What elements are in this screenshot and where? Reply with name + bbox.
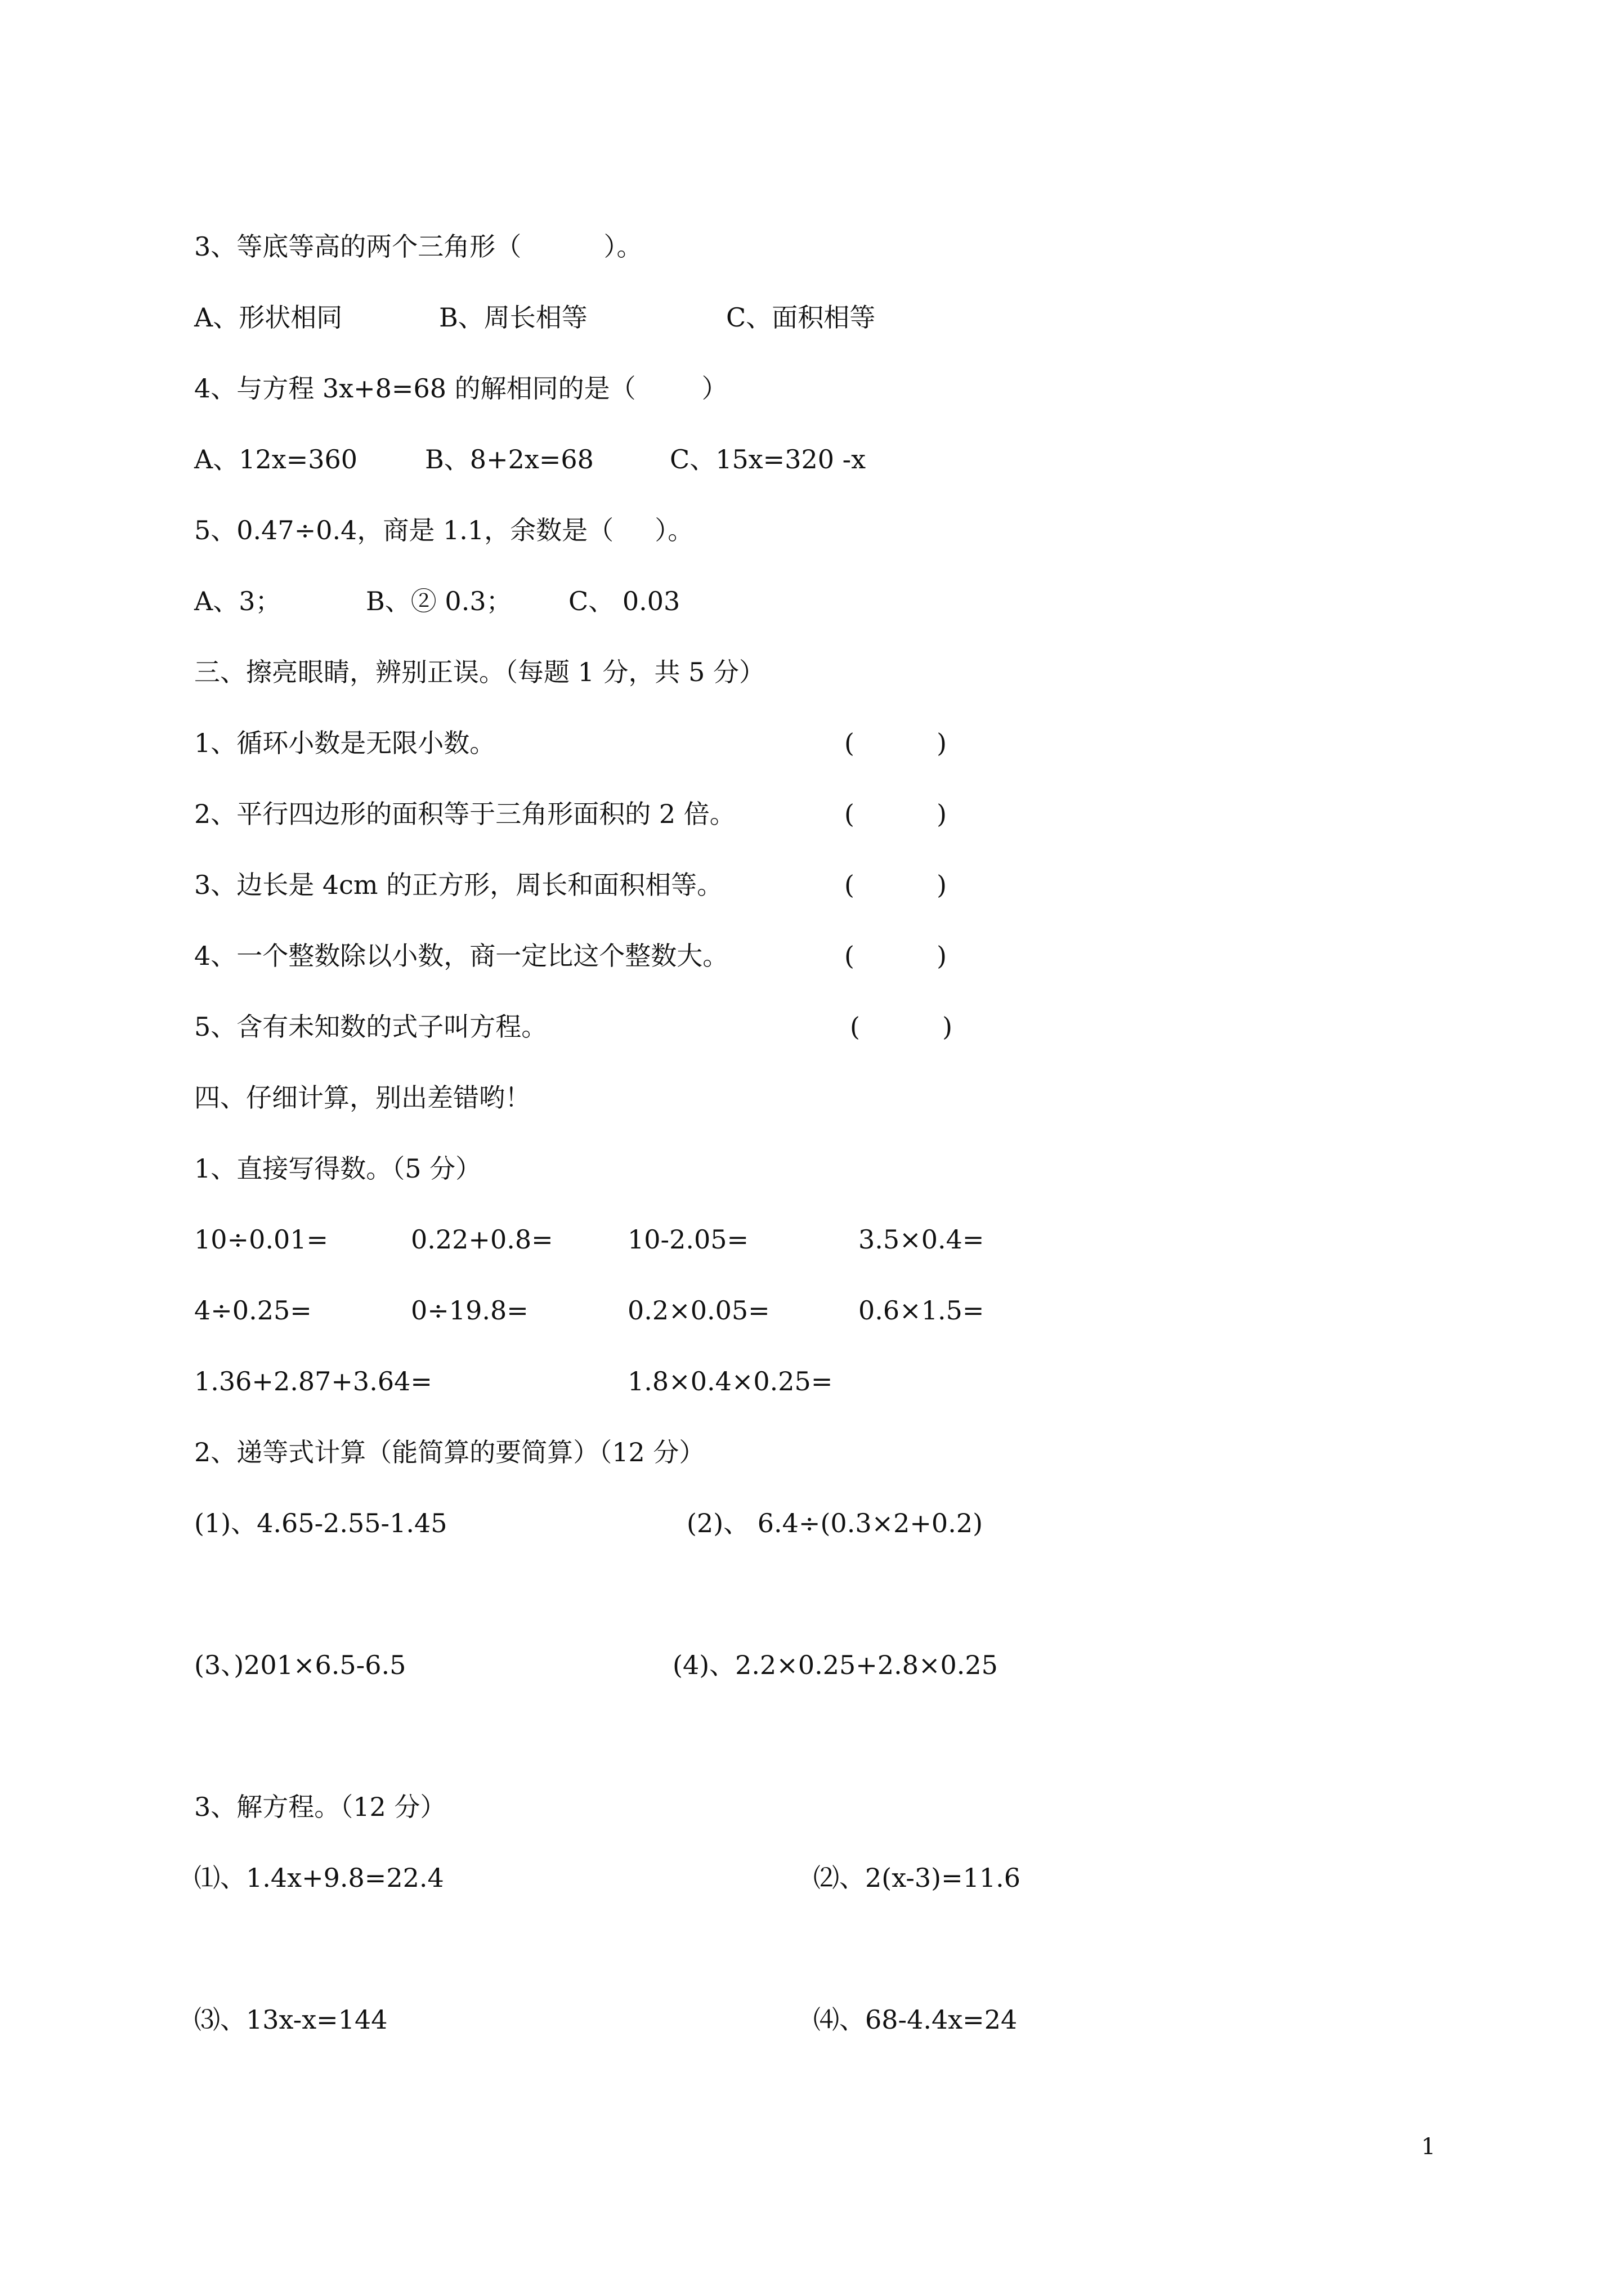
mc-q3-option-c: C、面积相等	[726, 302, 876, 333]
mc-q5-stem: 5、0.47÷0.4，商是 1.1，余数是（ ）。	[194, 515, 694, 545]
oral-calc-item: 4÷0.25=	[194, 1295, 312, 1326]
oral-calc-item: 1.36+2.87+3.64=	[194, 1366, 432, 1397]
mc-q4-option-b: B、8+2x=68	[425, 444, 594, 475]
tf-q4-answer-blank[interactable]: ( )	[844, 941, 947, 971]
mc-q5-option-a: A、3；	[194, 586, 281, 616]
calc-part-3-heading: 3、解方程。（12 分）	[194, 1792, 446, 1822]
stepwise-calc-2: (2)、 6.4÷(0.3×2+0.2)	[687, 1508, 983, 1538]
oral-calc-item: 10-2.05=	[628, 1224, 749, 1255]
mc-q5-option-b: B、② 0.3；	[366, 586, 512, 616]
equation-3: ⑶、13x-x=144	[194, 2004, 388, 2035]
tf-q5: 5、含有未知数的式子叫方程。	[194, 1012, 548, 1042]
tf-q3: 3、边长是 4cm 的正方形，周长和面积相等。	[194, 870, 723, 900]
mc-q3-option-b: B、周长相等	[439, 302, 588, 333]
tf-q4: 4、一个整数除以小数，商一定比这个整数大。	[194, 941, 729, 971]
stepwise-calc-3: (3、)201×6.5-6.5	[194, 1650, 406, 1680]
equation-2: ⑵、2(x-3)=11.6	[813, 1863, 1021, 1893]
equation-4: ⑷、68-4.4x=24	[813, 2004, 1018, 2035]
mc-q4-option-c: C、15x=320 -x	[670, 444, 866, 475]
mc-q5-option-c: C、 0.03	[568, 586, 680, 616]
tf-q2-answer-blank[interactable]: ( )	[844, 799, 947, 829]
oral-calc-item: 0÷19.8=	[411, 1295, 529, 1326]
oral-calc-item: 0.6×1.5=	[858, 1295, 984, 1326]
oral-calc-item: 1.8×0.4×0.25=	[628, 1366, 833, 1397]
oral-calc-item: 0.2×0.05=	[628, 1295, 770, 1326]
page-number: 1	[1421, 2134, 1436, 2160]
oral-calc-item: 10÷0.01=	[194, 1224, 329, 1255]
stepwise-calc-1: (1)、4.65-2.55-1.45	[194, 1508, 447, 1538]
equation-1: ⑴、1.4x+9.8=22.4	[194, 1863, 444, 1893]
mc-q4-option-a: A、12x=360	[194, 444, 358, 475]
tf-q2: 2、平行四边形的面积等于三角形面积的 2 倍。	[194, 799, 736, 829]
tf-q1: 1、循环小数是无限小数。	[194, 728, 496, 758]
calc-part-2-heading: 2、递等式计算（能简算的要简算）（12 分）	[194, 1437, 705, 1467]
stepwise-calc-4: (4)、2.2×0.25+2.8×0.25	[673, 1650, 998, 1680]
section-4-heading: 四、仔细计算，别出差错哟！	[194, 1082, 531, 1113]
mc-q3-stem: 3、等底等高的两个三角形（ ）。	[194, 231, 643, 262]
calc-part-1-heading: 1、直接写得数。（5 分）	[194, 1153, 482, 1184]
tf-q5-answer-blank[interactable]: ( )	[850, 1012, 953, 1042]
tf-q1-answer-blank[interactable]: ( )	[844, 728, 947, 758]
mc-q4-stem: 4、与方程 3x+8=68 的解相同的是（ ）	[194, 373, 728, 404]
section-3-heading: 三、擦亮眼睛，辨别正误。（每题 1 分，共 5 分）	[194, 657, 765, 687]
tf-q3-answer-blank[interactable]: ( )	[844, 870, 947, 900]
oral-calc-item: 0.22+0.8=	[411, 1224, 553, 1255]
mc-q3-option-a: A、形状相同	[194, 302, 343, 333]
oral-calc-item: 3.5×0.4=	[858, 1224, 984, 1255]
